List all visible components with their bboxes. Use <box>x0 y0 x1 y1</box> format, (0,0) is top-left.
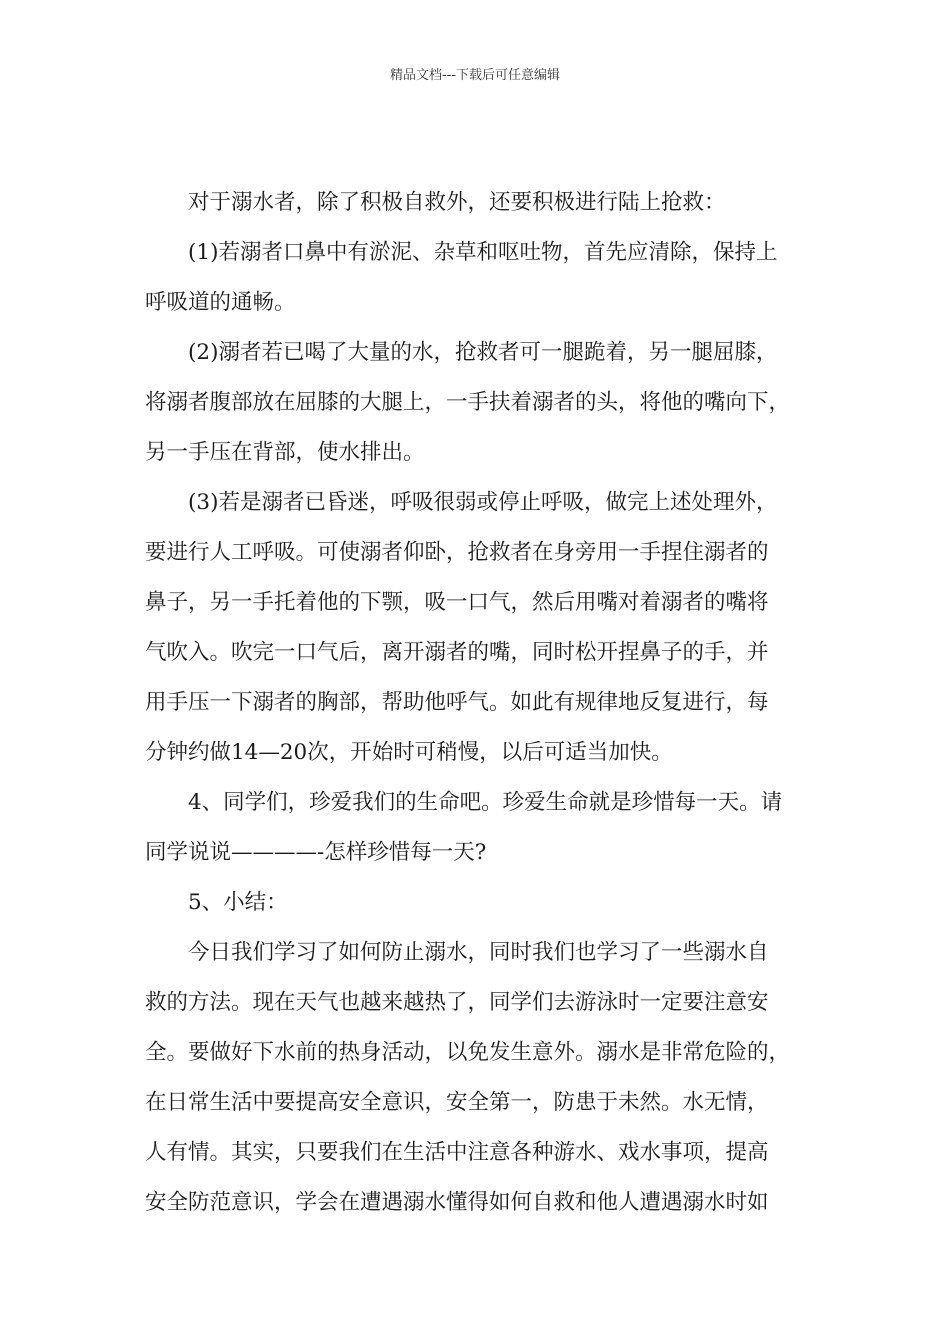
text-line: (3)若是溺者已昏迷，呼吸很弱或停止呼吸，做完上述处理外， <box>188 490 778 515</box>
text-line: 全。要做好下水前的热身活动，以免发生意外。溺水是非常危险的， <box>145 1040 791 1065</box>
text-line: (2)溺者若已喝了大量的水，抢救者可一腿跪着，另一腿屈膝， <box>188 340 778 365</box>
text-line: 救的方法。现在天气也越来越热了，同学们去游泳时一定要注意安 <box>145 990 769 1015</box>
text-line: 对于溺水者，除了积极自救外，还要积极进行陆上抢救： <box>188 190 726 215</box>
text-line: 鼻子，另一手托着他的下颚，吸一口气，然后用嘴对着溺者的嘴将 <box>145 590 769 615</box>
text-line: 人有情。其实，只要我们在生活中注意各种游水、戏水事项，提高 <box>145 1140 769 1165</box>
page-header: 精品文档---下载后可任意编辑 <box>389 68 561 83</box>
text-line: 分钟约做14—20次，开始时可稍慢，以后可适当加快。 <box>145 740 673 765</box>
text-line: 同学说说————-怎样珍惜每一天? <box>145 840 487 865</box>
text-line: 气吹入。吹完一口气后，离开溺者的嘴，同时松开捏鼻子的手，并 <box>145 640 769 665</box>
text-line: 呼吸道的通畅。 <box>145 290 296 315</box>
text-line: 4、同学们，珍爱我们的生命吧。珍爱生命就是珍惜每一天。请 <box>188 790 783 815</box>
text-line: 在日常生活中要提高安全意识，安全第一，防患于未然。水无情， <box>145 1090 769 1115</box>
text-line: 5、小结： <box>188 890 288 915</box>
text-line: 今日我们学习了如何防止溺水，同时我们也学习了一些溺水自 <box>188 940 769 965</box>
document-body <box>145 178 805 1228</box>
text-line: 用手压一下溺者的胸部，帮助他呼气。如此有规律地反复进行，每 <box>145 690 769 715</box>
text-line: 安全防范意识，学会在遭遇溺水懂得如何自救和他人遭遇溺水时如 <box>145 1190 769 1215</box>
text-line: 另一手压在背部，使水排出。 <box>145 440 425 465</box>
text-line: (1)若溺者口鼻中有淤泥、杂草和呕吐物，首先应清除，保持上 <box>188 240 778 265</box>
text-line: 要进行人工呼吸。可使溺者仰卧，抢救者在身旁用一手捏住溺者的 <box>145 540 769 565</box>
text-line: 将溺者腹部放在屈膝的大腿上，一手扶着溺者的头，将他的嘴向下， <box>145 390 791 415</box>
